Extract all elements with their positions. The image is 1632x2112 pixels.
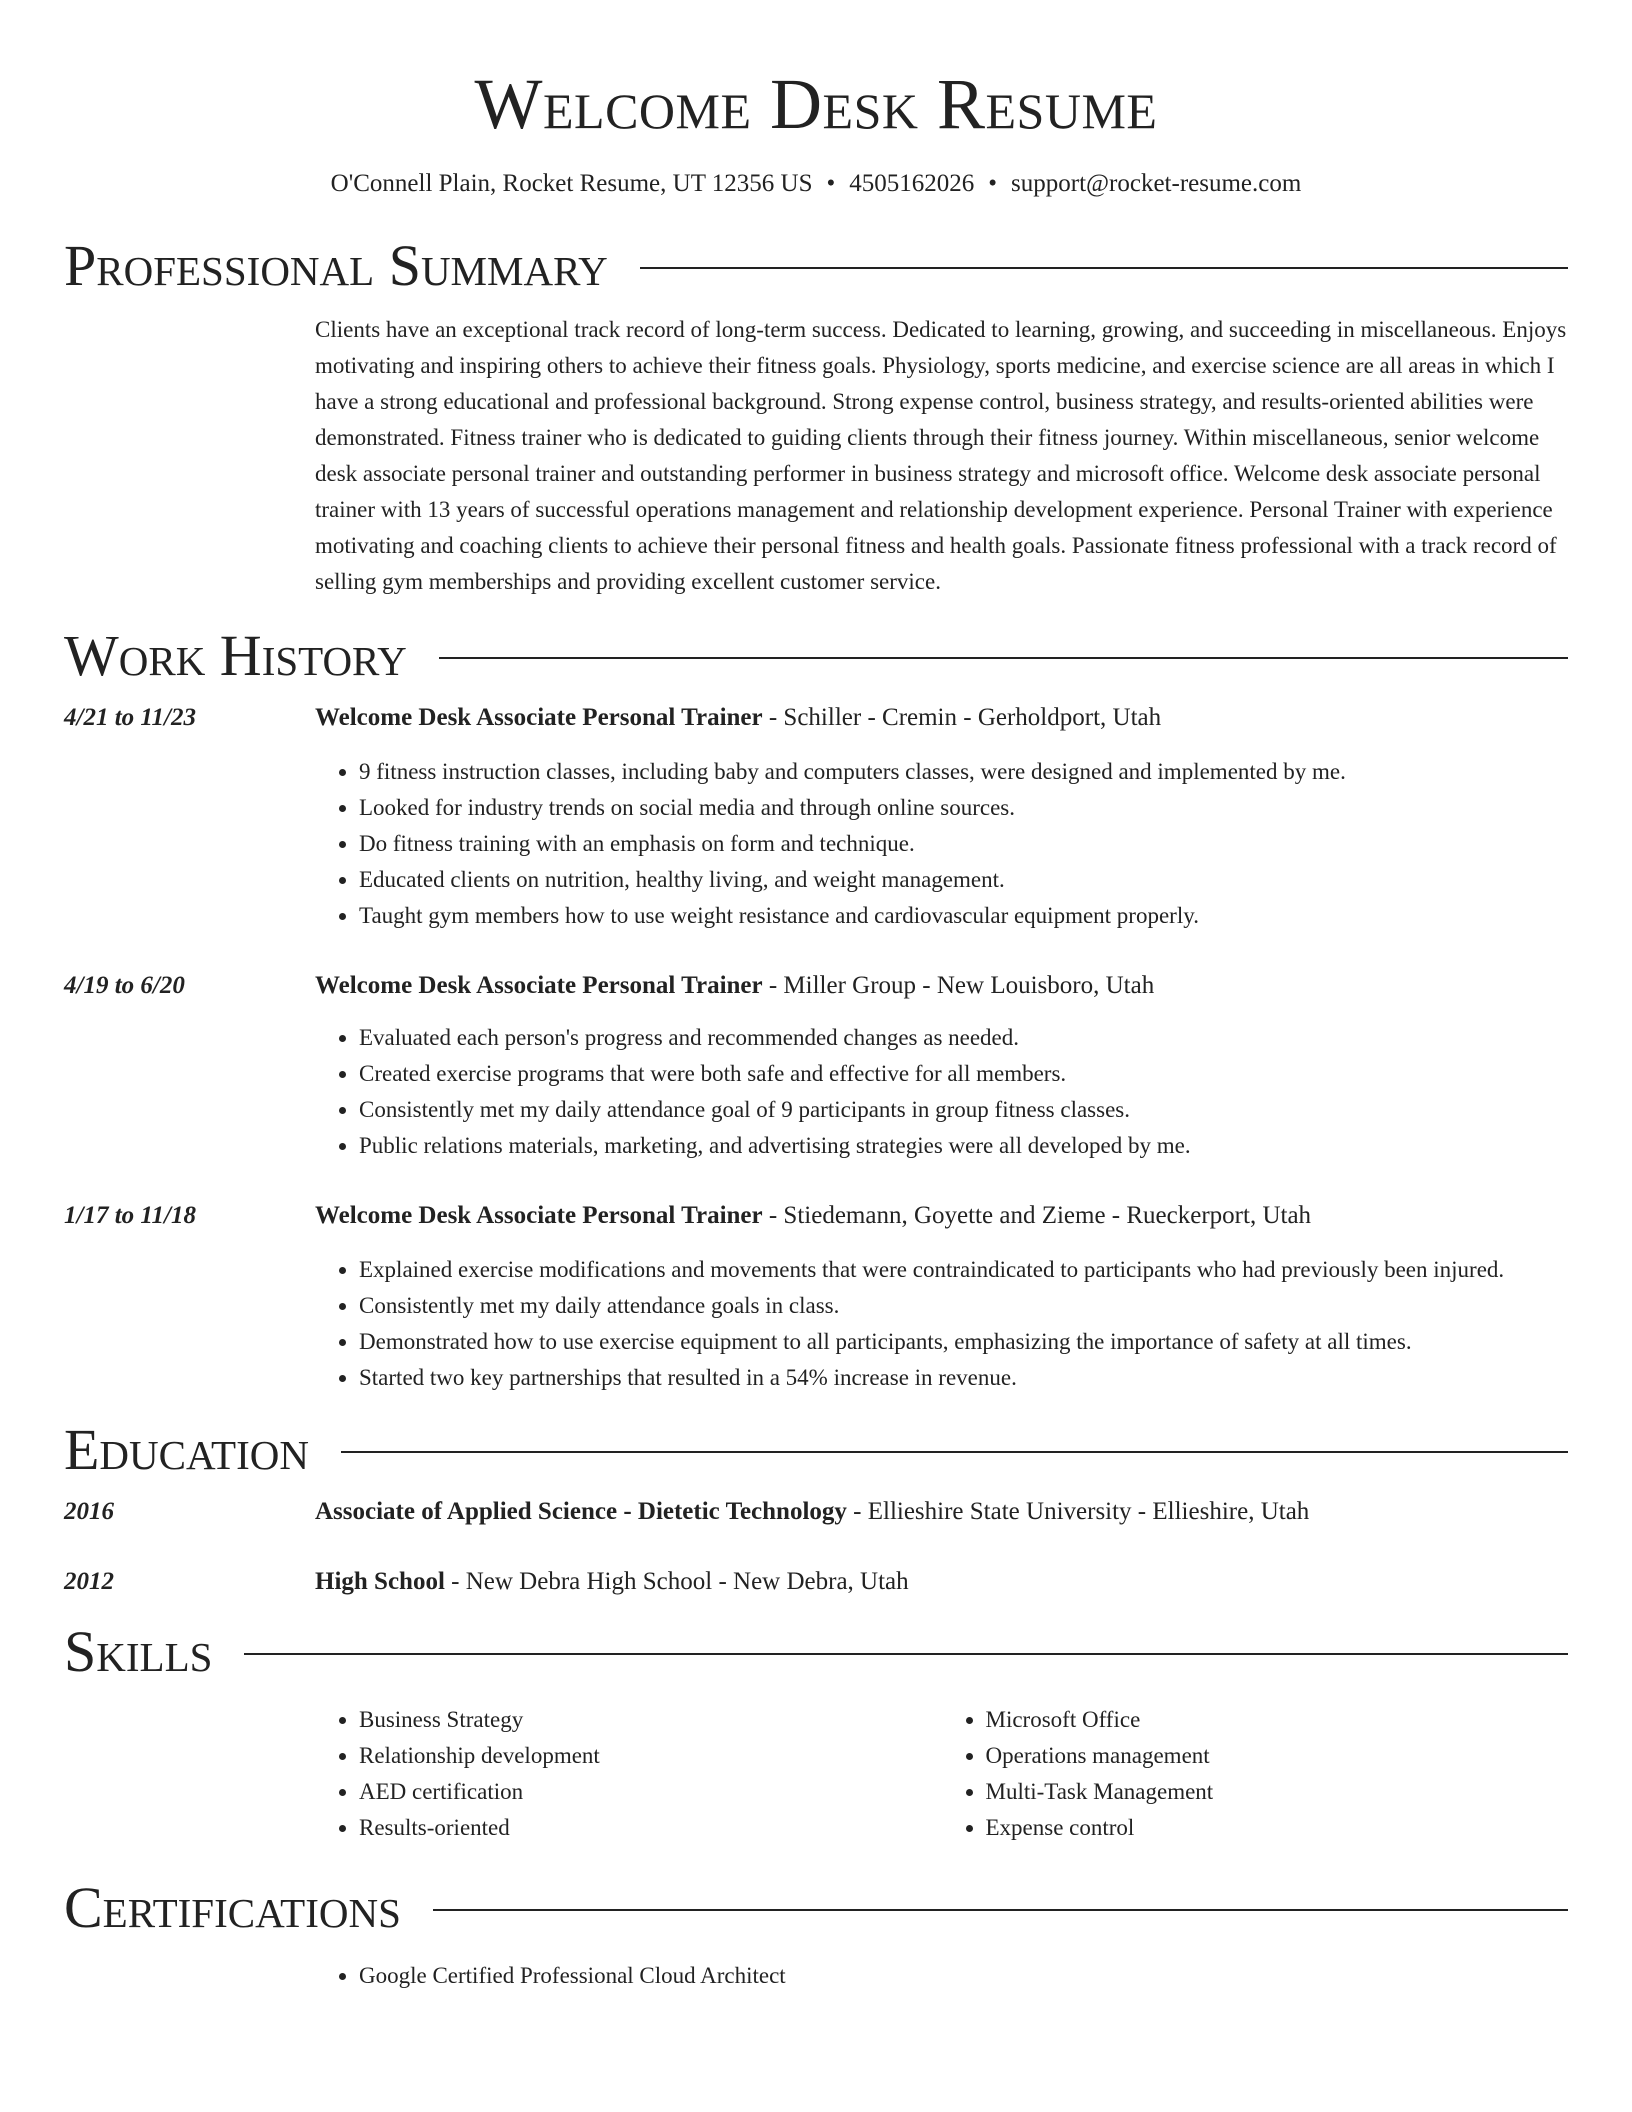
job-bullet: • Consistently met my daily attendance goal of 9 participants in group fitness classes. [359,1092,1568,1128]
job-dates: 4/19 to 6/20 [64,972,185,999]
job-bullets [315,754,1568,934]
job-body [315,700,1568,934]
skills-section-header [64,1620,1568,1684]
contact-separator: • [826,170,836,197]
education-entry [64,1494,1568,1530]
education-degree: Associate of Applied Science - Dietetic Technology [315,1498,847,1525]
job-employer: - Miller Group - New Louisboro, Utah [762,972,1155,999]
section-divider [433,1909,1568,1911]
resume-page [64,0,1568,1994]
job-title: Welcome Desk Associate Personal Trainer [315,704,763,731]
job-bullet: • Evaluated each person's progress and recommended changes as needed. [359,1020,1568,1056]
education-school: - New Debra High School - New Debra, Utah [444,1568,909,1595]
skill-item: • Business Strategy [359,1702,942,1738]
skills-list-left [315,1702,942,1846]
skill-item: • Operations management [986,1738,1569,1774]
job-bullet: • Do fitness training with an emphasis on form and technique. [359,826,1568,862]
summary-heading: Professional Summary [64,233,608,298]
job-bullet: • Public relations materials, marketing, and advertising strategies were all developed by me. [359,1128,1568,1164]
certifications-heading: Certifications [64,1875,401,1940]
section-divider [439,657,1568,659]
job-bullets [315,1252,1568,1396]
job-bullet: • Looked for industry trends on social media and through online sources. [359,790,1568,826]
skills-heading: Skills [64,1619,213,1684]
job-entry [64,968,1568,1164]
job-dates: 1/17 to 11/18 [64,1202,196,1229]
work-heading: Work History [64,623,407,688]
education-line [315,1564,1568,1600]
job-title-line [315,968,1568,1004]
education-section-header [64,1418,1568,1482]
job-bullet: • Consistently met my daily attendance goals in class. [359,1288,1568,1324]
skills-columns [315,1702,1568,1846]
skill-item: • AED certification [359,1774,942,1810]
contact-phone: 4505162026 [849,170,975,197]
contact-address: O'Connell Plain, Rocket Resume, UT 12356 US [330,170,813,197]
education-heading: Education [64,1417,309,1482]
skill-item: • Results-oriented [359,1810,942,1846]
certifications-section-header [64,1876,1568,1940]
education-line [315,1494,1568,1530]
job-entry [64,1198,1568,1396]
job-title: Welcome Desk Associate Personal Trainer [315,972,763,999]
job-body [315,1198,1568,1396]
contact-line [64,168,1568,200]
section-divider [244,1653,1568,1655]
job-bullets [315,1020,1568,1164]
education-degree: High School [315,1568,445,1595]
job-bullet: • Taught gym members how to use weight resistance and cardiovascular equipment properly. [359,898,1568,934]
contact-email: support@rocket-resume.com [1011,170,1302,197]
skill-item: • Microsoft Office [986,1702,1569,1738]
job-title-line [315,700,1568,736]
certifications-list [315,1958,1568,1994]
education-body [315,1494,1568,1530]
contact-separator: • [988,170,998,197]
job-title-line [315,1198,1568,1234]
summary-text: Clients have an exceptional track record of long-term success. Dedicated to learning, growing, and succeeding in miscellaneous. Enjoys motivating and inspiring others to achieve their fitness goals. Physiology, sports medicine, and exercise science are all areas in which I have a strong educational and professional background. Strong expense control, business strategy, and results-oriented abilities were demonstrated. Fitness trainer who is dedicated to guiding clients through their fitness journey. Within miscellaneous, senior welcome desk associate personal trainer and outstanding performer in business strategy and microsoft office. Welcome desk associate personal trainer with 13 years of successful operations management and relationship development experience. Personal Trainer with experience motivating and coaching clients to achieve their personal fitness and health goals. Passionate fitness professional with a track record of selling gym memberships and providing excellent customer service. [315,317,1567,594]
job-bullet: • Explained exercise modifications and movements that were contraindicated to participants who had previously been injured. [359,1252,1568,1288]
skills-list-right [942,1702,1569,1846]
education-body [315,1564,1568,1600]
job-employer: - Stiedemann, Goyette and Zieme - Rueckerport, Utah [762,1202,1312,1229]
summary-section-header [64,234,1568,298]
skill-item: • Expense control [986,1810,1569,1846]
job-bullet: • Created exercise programs that were both safe and effective for all members. [359,1056,1568,1092]
job-bullet: • 9 fitness instruction classes, including baby and computers classes, were designed and implemented by me. [359,754,1568,790]
job-entry [64,700,1568,934]
job-dates: 4/21 to 11/23 [64,704,196,731]
job-title: Welcome Desk Associate Personal Trainer [315,1202,763,1229]
skill-item: • Multi-Task Management [986,1774,1569,1810]
job-bullet: • Started two key partnerships that resulted in a 54% increase in revenue. [359,1360,1568,1396]
job-bullet: • Demonstrated how to use exercise equipment to all participants, emphasizing the importance of safety at all times. [359,1324,1568,1360]
resume-title: Welcome Desk Resume [474,64,1158,144]
certification-item: • Google Certified Professional Cloud Architect [359,1958,1568,1994]
education-year: 2012 [64,1568,114,1595]
section-divider [341,1451,1568,1453]
education-entry [64,1564,1568,1600]
work-section-header [64,624,1568,688]
education-school: - Ellieshire State University - Ellieshire, Utah [846,1498,1310,1525]
education-year: 2016 [64,1498,114,1525]
section-divider [640,267,1568,269]
job-body [315,968,1568,1164]
skill-item: • Relationship development [359,1738,942,1774]
job-bullet: • Educated clients on nutrition, healthy living, and weight management. [359,862,1568,898]
job-employer: - Schiller - Cremin - Gerholdport, Utah [762,704,1162,731]
